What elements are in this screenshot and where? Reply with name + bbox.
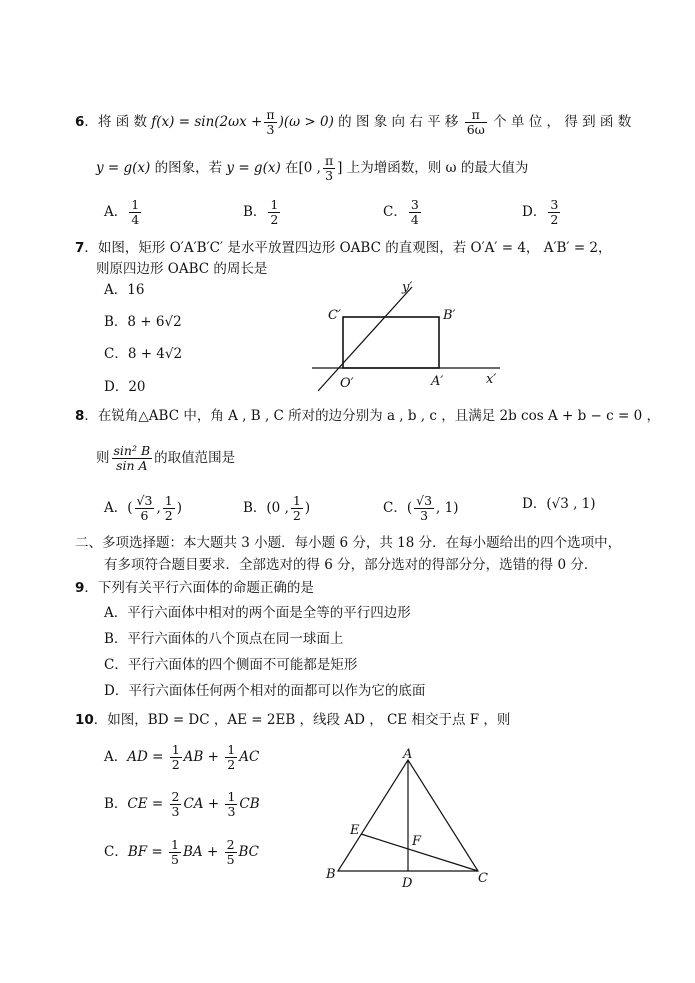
q7-line2 (96, 259, 267, 279)
opt-vec2: BC (238, 844, 260, 860)
q6-frac-den: 3 (266, 122, 275, 137)
q6-opt-label: B． (243, 204, 267, 220)
opt-vec1: AB + (183, 749, 224, 765)
q8-text-2a: 则 (96, 450, 110, 466)
frac-num: 1 (270, 197, 279, 212)
frac-den: 4 (410, 212, 419, 227)
q6-y-eq: y = g(x) (96, 160, 151, 176)
q6-int-num: π (324, 153, 334, 168)
label-y-prime: y′ (402, 280, 413, 295)
q7-line1 (75, 238, 612, 258)
q9-option-c: C．平行六面体的四个侧面不可能都是矩形 (104, 657, 358, 673)
opt-frac1 (170, 743, 182, 772)
opt-frac1 (135, 494, 155, 523)
frac-num: 1 (227, 742, 236, 757)
q8-text-2b: 的取值范围是 (154, 450, 236, 466)
opt-vec1: BA + (182, 844, 223, 860)
q7-option-b: B．8 + 6√2 (104, 314, 182, 330)
frac-den: 2 (171, 757, 180, 772)
opt-vec1: CA + (183, 796, 224, 812)
opt-sep: , (156, 500, 161, 516)
q6-frac-pi3 (264, 108, 276, 137)
q8-option-c (383, 494, 458, 523)
q8-text-1: ．在锐角△ABC 中，角 A , B , C 所对的边分别为 a , b , c ，且满足 2b cos A + b − c = 0 ， (84, 408, 660, 424)
q6-text-e: ] 上为增函数，则 ω 的最大值为 (337, 160, 529, 176)
label-c-prime: C′ (328, 308, 341, 323)
q6-shift-den: 6ω (466, 122, 485, 137)
label-a: A (403, 747, 413, 762)
q6-cond: )(ω > 0) (278, 114, 334, 130)
opt-lhs: BF = (127, 844, 168, 860)
q6-int-den: 3 (325, 168, 334, 183)
q7-figure (300, 275, 510, 395)
q8-line2 (96, 444, 235, 473)
q8-frac (112, 444, 153, 473)
opt-end: , 1) (436, 500, 459, 516)
opt-lhs: AD = (127, 749, 168, 765)
frac-num: 1 (131, 197, 140, 212)
frac-den: 2 (270, 212, 279, 227)
opt-frac1 (170, 790, 182, 819)
frac-den: 5 (171, 852, 179, 867)
q10-triangle-figure (318, 745, 498, 893)
frac-den: 2 (164, 508, 173, 523)
q8-number: 8 (75, 408, 85, 424)
label-f: F (412, 834, 422, 849)
q10-number: 10 (75, 712, 94, 728)
q6-opt-label: C． (383, 204, 407, 220)
label-d: D (402, 876, 413, 891)
q6-number: 6 (75, 114, 85, 130)
q10-text: ．如图，BD = DC ，AE = 2EB ，线段 AD ， CE 相交于点 F ，则 (93, 712, 511, 728)
q10-option-b (104, 790, 260, 819)
frac-den: 3 (227, 804, 236, 819)
opt-label: C． (104, 844, 128, 860)
frac-num: 3 (410, 197, 419, 212)
section2-line1: 二、多项选择题：本大题共 3 小题．每小题 6 分，共 18 分．在每小题给出的四个选项中， (75, 535, 622, 551)
opt-label: A． (104, 749, 128, 765)
frac-num: 2 (226, 837, 235, 852)
label-b-prime: B′ (443, 308, 456, 323)
rectangle (343, 317, 439, 368)
q6-opt-frac (409, 198, 421, 227)
opt-frac2 (225, 838, 237, 867)
frac-den: 6 (140, 508, 149, 523)
q7-option-c: C．8 + 4√2 (104, 346, 183, 362)
opt-end: ) (304, 500, 311, 516)
y-axis (318, 287, 412, 391)
q8-option-b (243, 494, 310, 523)
q6-interval: 在[0 , (280, 160, 321, 176)
frac-num: 1 (164, 493, 173, 508)
q6-frac-interval (323, 154, 335, 183)
q9-option-a: A．平行六面体中相对的两个面是全等的平行四边形 (104, 605, 411, 621)
q6-frac-num: π (266, 107, 275, 122)
q7-option-a: A．16 (104, 282, 145, 298)
q8-frac-den: sin A (116, 458, 148, 473)
label-o-prime: O′ (340, 376, 354, 391)
q9-text: ．下列有关平行六面体的命题正确的是 (84, 580, 314, 596)
q7-text-2: 则原四边形 OABC 的周长是 (96, 261, 268, 277)
frac-den: 5 (226, 852, 235, 867)
opt-frac2 (225, 790, 237, 819)
opt-label: B．(0 , (243, 500, 289, 516)
frac-den: 2 (292, 508, 301, 523)
q6-shift-num: π (465, 108, 487, 123)
frac-num: √3 (136, 493, 153, 508)
opt-frac (291, 494, 303, 523)
frac-num: 3 (550, 197, 559, 212)
opt-vec2: AC (239, 749, 260, 765)
label-e: E (350, 823, 360, 838)
q7-number: 7 (75, 240, 85, 256)
q6-line2 (96, 154, 528, 183)
frac-den: 3 (420, 508, 429, 523)
q6-option-a (104, 198, 143, 227)
q6-text-a: ．将 函 数 (84, 114, 152, 130)
frac-den: 2 (227, 757, 236, 772)
label-x-prime: x′ (486, 372, 497, 387)
frac-den: 3 (171, 804, 180, 819)
opt-frac2 (163, 494, 175, 523)
q6-opt-label: D． (522, 204, 547, 220)
q6-opt-frac (268, 198, 280, 227)
frac-den: 2 (550, 212, 559, 227)
opt-frac (414, 494, 434, 523)
q6-text-b: 的 图 象 向 右 平 移 (333, 114, 463, 130)
opt-frac2 (225, 743, 237, 772)
q8-option-d: D．(√3 , 1) (522, 496, 596, 512)
q9-line1 (75, 578, 314, 598)
opt-lhs: CE = (127, 796, 168, 812)
q6-option-d (522, 198, 562, 227)
q6-expr: f(x) = sin(2ωx + (151, 114, 263, 130)
opt-label: A．( (104, 500, 133, 516)
frac-num: √3 (416, 493, 433, 508)
opt-label: B． (104, 796, 128, 812)
section2-line2: 有多项符合题目要求．全部选对的得 6 分，部分选对的得部分分，选错的得 0 分． (104, 557, 598, 573)
q6-frac-shift (465, 108, 487, 137)
q6-opt-frac (129, 198, 141, 227)
label-b: B (326, 867, 336, 882)
q6-option-c (383, 198, 423, 227)
q9-option-b: B．平行六面体的八个顶点在同一球面上 (104, 631, 344, 647)
q6-line1 (75, 108, 631, 137)
label-a-prime: A′ (431, 374, 444, 389)
frac-num: 1 (171, 837, 179, 852)
frac-den: 4 (131, 212, 140, 227)
q8-option-a (104, 494, 182, 523)
q10-option-c (104, 838, 259, 867)
opt-frac1 (169, 838, 181, 867)
frac-num: 1 (227, 789, 236, 804)
q6-text-c: 个 单 位 ， 得 到 函 数 (488, 114, 632, 130)
q6-opt-label: A． (104, 204, 128, 220)
q6-option-b (243, 198, 282, 227)
q6-opt-frac (548, 198, 560, 227)
opt-end: ) (176, 500, 182, 516)
q8-line1 (75, 406, 660, 426)
frac-num: 2 (171, 789, 180, 804)
q6-text-d: 的图象，若 (150, 160, 227, 176)
q7-option-d: D．20 (104, 379, 146, 395)
q10-option-a (104, 743, 259, 772)
frac-num: 1 (171, 742, 180, 757)
frac-num: 1 (292, 493, 301, 508)
q6-y-eq2: y = g(x) (226, 160, 281, 176)
q8-frac-num: sin² B (113, 443, 151, 458)
q7-text-1: ．如图，矩形 O′A′B′C′ 是水平放置四边形 OABC 的直观图，若 O′A′ = 4， A′B′ = 2， (84, 240, 612, 256)
q10-line1 (75, 710, 510, 730)
label-c: C (478, 871, 488, 886)
opt-label: C．( (383, 500, 413, 516)
q9-number: 9 (75, 580, 85, 596)
opt-vec2: CB (239, 796, 260, 812)
q9-option-d: D．平行六面体任何两个相对的面都可以作为它的底面 (104, 683, 426, 699)
